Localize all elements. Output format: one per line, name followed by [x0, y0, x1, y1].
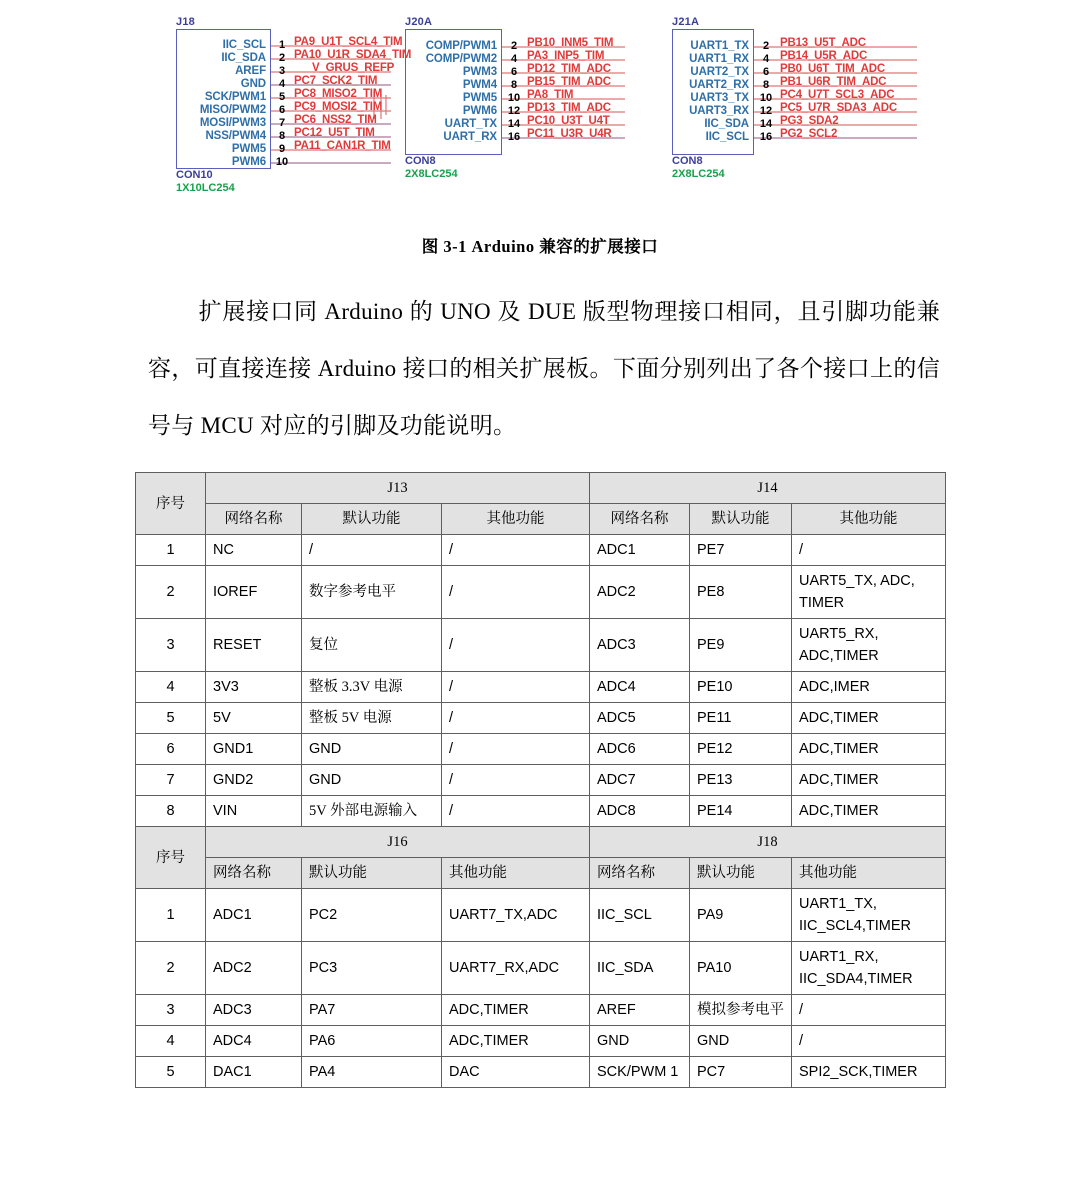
cell-default-right: PE7: [690, 535, 792, 566]
table-body: [136, 535, 946, 827]
pin-label: MISO/PWM2: [199, 104, 266, 116]
table-row: [136, 889, 946, 942]
header-group-j18: J18: [590, 827, 946, 858]
cell-seq: 3: [136, 619, 206, 672]
cell-other-right: UART1_RX, IIC_SDA4,TIMER: [792, 942, 946, 995]
cell-default-right: PE8: [690, 566, 792, 619]
pin-number: 16: [507, 131, 521, 143]
table-row: [136, 765, 946, 796]
header-default-func-left: 默认功能: [302, 504, 442, 535]
pin-label: IIC_SDA: [704, 118, 749, 130]
pin-label: PWM6: [231, 156, 266, 168]
refdes-label: J21A: [672, 16, 700, 28]
net-name: PB1_U6R_TIM_ADC: [780, 76, 887, 88]
cell-default-left: GND: [302, 765, 442, 796]
pin-number: 12: [759, 105, 773, 117]
pin-number: 8: [510, 79, 518, 91]
table-row: [136, 672, 946, 703]
cell-default-left: GND: [302, 734, 442, 765]
connector-type: CON8: [672, 155, 703, 167]
pin-label: MOSI/PWM3: [199, 117, 266, 129]
pin-number: 4: [510, 53, 518, 65]
pin-table-j16-j18: [135, 826, 946, 1088]
cell-net-left: 5V: [206, 703, 302, 734]
pin-label: UART2_TX: [690, 66, 749, 78]
schematic-block-j18: [176, 16, 412, 194]
cell-default-right: PE12: [690, 734, 792, 765]
cell-net-right: IIC_SCL: [590, 889, 690, 942]
pin-label: PWM5: [231, 143, 266, 155]
cell-net-left: 3V3: [206, 672, 302, 703]
cell-net-right: ADC2: [590, 566, 690, 619]
table-head: [136, 473, 946, 535]
header-other-func-right: 其他功能: [792, 504, 946, 535]
pin-label: PWM6: [462, 105, 497, 117]
net-name: PC6_NSS2_TIM: [294, 114, 377, 126]
figure-caption: 图 3-1 Arduino 兼容的扩展接口: [421, 237, 659, 256]
cell-other-right: UART5_TX, ADC, TIMER: [792, 566, 946, 619]
pin-label: COMP/PWM1: [425, 40, 497, 52]
connector-footer: [672, 155, 725, 181]
cell-other-left: /: [442, 703, 590, 734]
table-group-header-row: [136, 827, 946, 858]
net-name: PG2_SCL2: [780, 128, 838, 140]
cell-seq: 3: [136, 995, 206, 1026]
pin-number: 2: [278, 52, 286, 64]
cell-net-left: ADC2: [206, 942, 302, 995]
cell-default-left: 5V 外部电源输入: [302, 796, 442, 827]
header-seq: 序号: [136, 473, 206, 535]
cell-default-right: PE11: [690, 703, 792, 734]
cell-other-right: ADC,TIMER: [792, 796, 946, 827]
cell-net-left: NC: [206, 535, 302, 566]
header-default-func-right: 默认功能: [690, 504, 792, 535]
pin-number: 3: [278, 65, 286, 77]
cell-other-left: /: [442, 796, 590, 827]
pin-label: UART1_RX: [689, 53, 749, 65]
net-name: PB0_U6T_TIM_ADC: [780, 63, 885, 75]
connector-part: 2X8LC254: [672, 168, 725, 180]
cell-net-right: ADC5: [590, 703, 690, 734]
cell-net-left: GND1: [206, 734, 302, 765]
pin-label: IIC_SCL: [705, 131, 749, 143]
cell-net-right: ADC3: [590, 619, 690, 672]
net-name: PC5_U7R_SDA3_ADC: [780, 102, 897, 114]
header-group-j13: J13: [206, 473, 590, 504]
table-row: [136, 796, 946, 827]
cell-other-left: UART7_RX,ADC: [442, 942, 590, 995]
pin-label: IIC_SCL: [222, 39, 266, 51]
net-name: PD12_TIM_ADC: [527, 63, 611, 75]
cell-other-left: ADC,TIMER: [442, 1026, 590, 1057]
cell-seq: 4: [136, 1026, 206, 1057]
pin-number: 10: [759, 92, 773, 104]
table-subheader-row: [136, 504, 946, 535]
connector-part: 2X8LC254: [405, 168, 458, 180]
cell-default-left: PA6: [302, 1026, 442, 1057]
header-other-func-right: 其他功能: [792, 858, 946, 889]
header-net-name-left: 网络名称: [206, 504, 302, 535]
cell-seq: 5: [136, 703, 206, 734]
net-name: PB14_U5R_ADC: [780, 50, 868, 62]
cell-seq: 2: [136, 566, 206, 619]
pin-label: UART2_RX: [689, 79, 749, 91]
net-name: PC7_SCK2_TIM: [294, 75, 378, 87]
cell-default-left: 整板 3.3V 电源: [302, 672, 442, 703]
table-head: [136, 827, 946, 889]
cell-other-right: /: [792, 1026, 946, 1057]
cell-default-right: PE10: [690, 672, 792, 703]
table-group-header-row: [136, 473, 946, 504]
cell-other-left: /: [442, 535, 590, 566]
pin-number-list: [274, 39, 290, 169]
pin-table-j13-j14: [135, 472, 946, 827]
cell-net-right: ADC4: [590, 672, 690, 703]
pin-number: 14: [759, 118, 773, 130]
paragraph-text: 扩展接口同 Arduino 的 UNO 及 DUE 版型物理接口相同，且引脚功能兼容，可直接连接 Arduino 接口的相关扩展板。下面分别列出了各个接口上的信号与 MCU 对应的引脚及功能说明。: [148, 299, 940, 438]
table-row: [136, 1026, 946, 1057]
table-body: [136, 889, 946, 1088]
cell-other-left: /: [442, 566, 590, 619]
pin-number: 16: [759, 131, 773, 143]
cell-net-left: ADC3: [206, 995, 302, 1026]
net-name-list: [527, 37, 613, 141]
pin-number: 8: [762, 79, 770, 91]
cell-net-right: IIC_SDA: [590, 942, 690, 995]
cell-net-right: GND: [590, 1026, 690, 1057]
cell-other-right: SPI2_SCK,TIMER: [792, 1057, 946, 1088]
schematic-figure: [0, 0, 1080, 215]
table-subheader-row: [136, 858, 946, 889]
header-group-j14: J14: [590, 473, 946, 504]
cell-other-right: ADC,TIMER: [792, 765, 946, 796]
net-name: PD13_TIM_ADC: [527, 102, 611, 114]
cell-seq: 5: [136, 1057, 206, 1088]
table-j16-j18-wrapper: [135, 826, 945, 1088]
cell-net-left: VIN: [206, 796, 302, 827]
header-net-name-right: 网络名称: [590, 504, 690, 535]
cell-default-left: PA4: [302, 1057, 442, 1088]
cell-default-right: PA10: [690, 942, 792, 995]
refdes-label: J20A: [405, 16, 433, 28]
net-name: PA8_TIM: [527, 89, 574, 101]
table-row: [136, 942, 946, 995]
header-group-j16: J16: [206, 827, 590, 858]
cell-default-left: PC2: [302, 889, 442, 942]
cell-other-right: ADC,IMER: [792, 672, 946, 703]
pin-number: 10: [507, 92, 521, 104]
cell-default-right: PE9: [690, 619, 792, 672]
cell-other-right: /: [792, 995, 946, 1026]
pin-label: AREF: [235, 65, 266, 77]
pin-label: UART3_RX: [689, 105, 749, 117]
header-default-func-left: 默认功能: [302, 858, 442, 889]
pin-label: IIC_SDA: [221, 52, 266, 64]
cell-other-left: /: [442, 765, 590, 796]
pin-number: 4: [762, 53, 770, 65]
connector-part: 1X10LC254: [176, 182, 235, 194]
net-name: PB10_INM5_TIM: [527, 37, 614, 49]
net-name: PB15_TIM_ADC: [527, 76, 611, 88]
connector-footer: [405, 155, 458, 181]
pin-label-list: [176, 39, 266, 169]
cell-seq: 8: [136, 796, 206, 827]
pin-label: GND: [240, 78, 266, 90]
cell-net-right: ADC1: [590, 535, 690, 566]
net-name-list: [780, 37, 897, 141]
cell-other-right: /: [792, 535, 946, 566]
pin-label: SCK/PWM1: [204, 91, 266, 103]
cell-other-right: UART1_TX, IIC_SCL4,TIMER: [792, 889, 946, 942]
refdes-label: J18: [176, 16, 195, 28]
net-name: V_GRUS_REFP: [312, 62, 395, 74]
table-row: [136, 995, 946, 1026]
cell-net-right: AREF: [590, 995, 690, 1026]
pin-label: NSS/PWM4: [205, 130, 266, 142]
net-name-list: [294, 36, 411, 153]
pin-number: 2: [762, 40, 770, 52]
cell-default-right: PC7: [690, 1057, 792, 1088]
cell-net-right: SCK/PWM 1: [590, 1057, 690, 1088]
cell-seq: 7: [136, 765, 206, 796]
net-name: PA3_INP5_TIM: [527, 50, 605, 62]
pin-number-list: [757, 40, 775, 144]
cell-default-right: PE14: [690, 796, 792, 827]
header-net-name-left: 网络名称: [206, 858, 302, 889]
schematic-block-j20a: [405, 16, 625, 180]
cell-default-right: PE13: [690, 765, 792, 796]
cell-other-right: ADC,TIMER: [792, 734, 946, 765]
cell-other-left: /: [442, 619, 590, 672]
cell-default-right: 模拟参考电平: [690, 995, 792, 1026]
pin-label: UART_RX: [443, 131, 497, 143]
table-row: [136, 566, 946, 619]
net-name: PC8_MISO2_TIM: [294, 88, 383, 100]
cell-net-left: RESET: [206, 619, 302, 672]
net-name: PC12_U5T_TIM: [294, 127, 375, 139]
table-row: [136, 1057, 946, 1088]
cell-net-left: IOREF: [206, 566, 302, 619]
table-row: [136, 703, 946, 734]
cell-net-left: GND2: [206, 765, 302, 796]
pin-number: 12: [507, 105, 521, 117]
cell-default-right: PA9: [690, 889, 792, 942]
cell-seq: 1: [136, 889, 206, 942]
cell-net-right: ADC6: [590, 734, 690, 765]
cell-default-left: PA7: [302, 995, 442, 1026]
net-name: PG3_SDA2: [780, 115, 839, 127]
cell-net-left: ADC4: [206, 1026, 302, 1057]
pin-label: PWM5: [462, 92, 497, 104]
cell-net-right: ADC7: [590, 765, 690, 796]
cell-seq: 4: [136, 672, 206, 703]
pin-label: UART1_TX: [690, 40, 749, 52]
cell-net-right: ADC8: [590, 796, 690, 827]
cell-seq: 6: [136, 734, 206, 765]
header-other-func-left: 其他功能: [442, 504, 590, 535]
pin-number: 1: [278, 39, 286, 51]
cell-default-left: 数字参考电平: [302, 566, 442, 619]
table-row: [136, 619, 946, 672]
net-name: PB13_U5T_ADC: [780, 37, 866, 49]
table-row: [136, 734, 946, 765]
pin-label-list: [672, 40, 749, 144]
connector-type: CON10: [176, 169, 213, 181]
net-name: PA10_U1R_SDA4_TIM: [294, 49, 412, 61]
cell-other-left: /: [442, 734, 590, 765]
pin-label: COMP/PWM2: [425, 53, 497, 65]
cell-other-left: ADC,TIMER: [442, 995, 590, 1026]
pin-label: UART_TX: [444, 118, 497, 130]
pin-label: UART3_TX: [690, 92, 749, 104]
cell-default-left: PC3: [302, 942, 442, 995]
pin-number: 6: [278, 104, 286, 116]
cell-other-left: /: [442, 672, 590, 703]
cell-net-left: DAC1: [206, 1057, 302, 1088]
cell-default-left: 整板 5V 电源: [302, 703, 442, 734]
body-paragraph: [148, 283, 940, 454]
cell-other-left: UART7_TX,ADC: [442, 889, 590, 942]
cell-seq: 1: [136, 535, 206, 566]
connector-footer: [176, 169, 235, 195]
net-name: PC9_MOSI2_TIM: [294, 101, 383, 113]
table-j13-j14-wrapper: [135, 472, 945, 827]
cell-default-right: GND: [690, 1026, 792, 1057]
table-row: [136, 535, 946, 566]
pin-number-list: [505, 40, 523, 144]
cell-seq: 2: [136, 942, 206, 995]
pin-label: PWM3: [462, 66, 497, 78]
header-seq: 序号: [136, 827, 206, 889]
pin-number: 10: [275, 156, 289, 168]
pin-number: 5: [278, 91, 286, 103]
schematic-block-j21a: [672, 16, 917, 180]
pin-number: 2: [510, 40, 518, 52]
header-net-name-right: 网络名称: [590, 858, 690, 889]
cell-net-left: ADC1: [206, 889, 302, 942]
pin-number: 9: [278, 143, 286, 155]
pin-label-list: [405, 40, 497, 144]
pin-number: 7: [278, 117, 286, 129]
pin-number: 4: [278, 78, 286, 90]
header-default-func-right: 默认功能: [690, 858, 792, 889]
pin-number: 8: [278, 130, 286, 142]
pin-number: 6: [510, 66, 518, 78]
net-name: PA11_CAN1R_TIM: [294, 140, 391, 152]
cell-other-right: ADC,TIMER: [792, 703, 946, 734]
pin-number: 6: [762, 66, 770, 78]
net-name: PC11_U3R_U4R: [527, 128, 612, 140]
cell-other-left: DAC: [442, 1057, 590, 1088]
cell-default-left: 复位: [302, 619, 442, 672]
pin-label: PWM4: [462, 79, 497, 91]
header-other-func-left: 其他功能: [442, 858, 590, 889]
cell-default-left: /: [302, 535, 442, 566]
net-name: PA9_U1T_SCL4_TIM: [294, 36, 403, 48]
net-name: PC10_U3T_U4T: [527, 115, 610, 127]
net-name: PC4_U7T_SCL3_ADC: [780, 89, 895, 101]
cell-other-right: UART5_RX, ADC,TIMER: [792, 619, 946, 672]
pin-number: 14: [507, 118, 521, 130]
connector-type: CON8: [405, 155, 436, 167]
